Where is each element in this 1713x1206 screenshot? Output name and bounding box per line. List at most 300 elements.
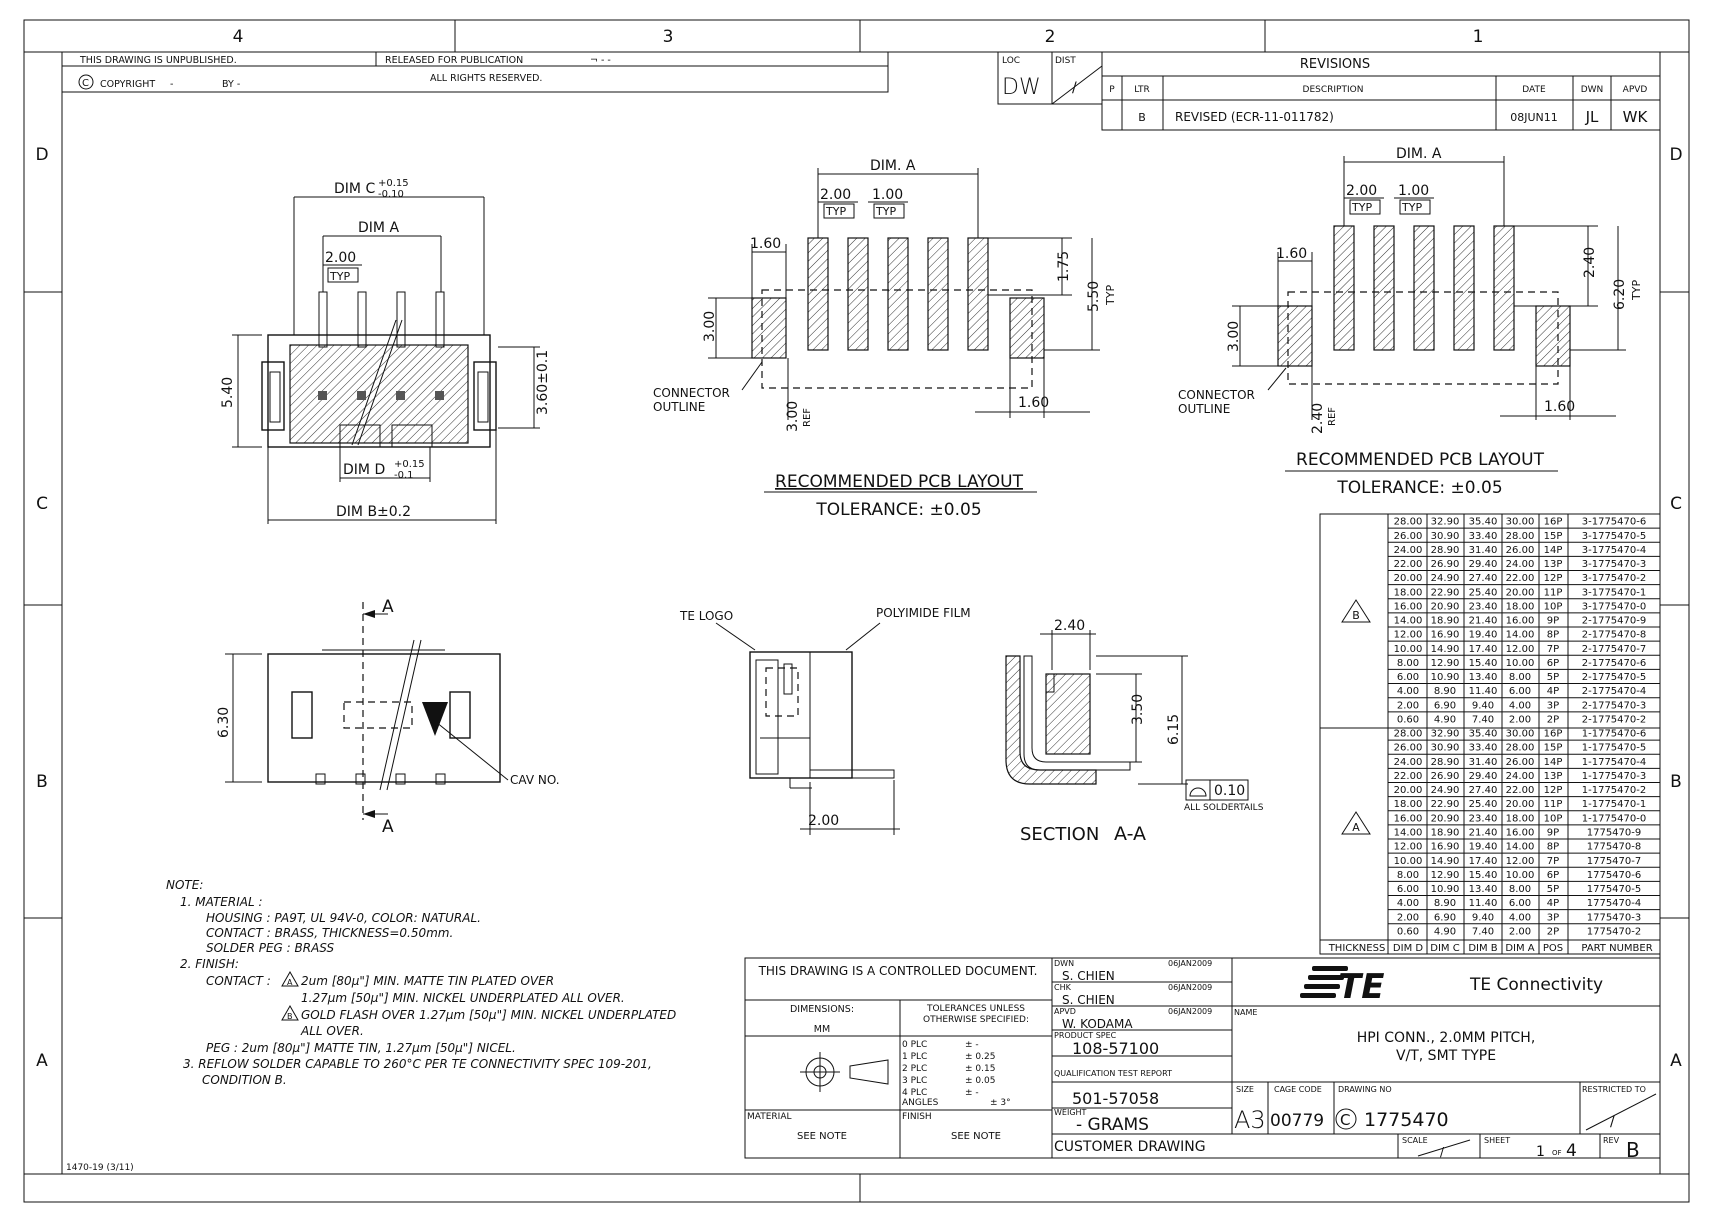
table-row — [1394, 729, 1647, 740]
rev-row-description: REVISED (ECR-11-011782) — [1175, 110, 1334, 124]
rights-text: ALL RIGHTS RESERVED. — [430, 73, 543, 84]
table-cell: 3-1775470-3 — [1581, 559, 1647, 571]
weight-label: WEIGHT — [1054, 1108, 1087, 1117]
rev-row-apvd: WK — [1622, 108, 1648, 126]
note-line-11: PEG : 2um [80µ"] MATTE TIN, 1.27µm [50µ"] NICEL. — [206, 1041, 516, 1055]
table-cell: 35.40 — [1468, 728, 1498, 740]
dim-right-label: 3.60±0.1 — [535, 349, 551, 415]
table-cell: 22.00 — [1393, 559, 1423, 571]
table-cell: 31.40 — [1468, 756, 1498, 768]
zone-row-c-left: C — [36, 494, 48, 514]
note-line-13: CONDITION B. — [202, 1073, 287, 1087]
dim-d-label: DIM D — [343, 462, 386, 478]
table-cell: 14.00 — [1505, 841, 1535, 853]
table-cell: 2.00 — [1508, 926, 1532, 938]
name-line-1: HPI CONN., 2.0MM PITCH, — [1356, 1030, 1536, 1046]
table-row — [1394, 827, 1642, 838]
table-row — [1394, 785, 1647, 796]
table-cell: 3P — [1546, 700, 1560, 712]
rev-col-p: P — [1109, 85, 1115, 95]
note-line-3: CONTACT : BRASS, THICKNESS=0.50mm. — [206, 926, 454, 940]
table-cell: 7P — [1546, 643, 1560, 655]
table-cell: 19.40 — [1468, 841, 1498, 853]
zone-row-a-right: A — [1670, 1051, 1682, 1071]
dist-value: / — [1072, 80, 1077, 96]
table-cell: 3-1775470-6 — [1581, 516, 1647, 528]
pcb1-ref-dim: 3.00 — [785, 400, 801, 432]
section-mark-bottom: A — [382, 817, 394, 837]
table-cell: 12.90 — [1430, 657, 1460, 669]
pcb1-pad-width: 1.00 — [872, 187, 904, 203]
section-outer-h: 6.15 — [1166, 713, 1182, 745]
table-cell: 3-1775470-0 — [1581, 601, 1647, 613]
table-cell: 24.90 — [1430, 785, 1460, 797]
section-title-mark: A-A — [1114, 823, 1147, 845]
table-cell: 2-1775470-9 — [1581, 615, 1647, 627]
cav-no-triangle-icon — [422, 702, 448, 736]
table-cell: 8.00 — [1508, 672, 1532, 684]
copyright-dash: - — [170, 79, 174, 90]
pcb1-total-len-typ: TYP — [1104, 284, 1117, 305]
profile-of-surface-icon — [1190, 788, 1206, 796]
chk-date: 06JAN2009 — [1168, 983, 1213, 992]
table-cell: 1-1775470-6 — [1581, 728, 1647, 740]
table-cell: 1-1775470-4 — [1581, 756, 1647, 768]
part-table-body — [1388, 514, 1660, 954]
table-cell: 2-1775470-8 — [1581, 629, 1647, 641]
copyright-text: COPYRIGHT — [100, 79, 156, 90]
svg-text:B: B — [287, 1012, 293, 1021]
table-cell: 24.00 — [1393, 544, 1423, 556]
table-cell: 1775470-9 — [1586, 827, 1642, 839]
pcb1-right-gap: 1.60 — [1018, 395, 1050, 411]
sheet-of: OF — [1552, 1149, 1562, 1157]
name-line-2: V/T, SMT TYPE — [1395, 1048, 1497, 1064]
table-cell: 25.40 — [1468, 587, 1498, 599]
table-cell: 22.00 — [1505, 573, 1535, 585]
table-cell: 11.40 — [1468, 686, 1498, 698]
pcb1-pitch-typ: TYP — [826, 205, 847, 218]
table-cell: 29.40 — [1468, 559, 1498, 571]
note-line-5: 2. FINISH: — [180, 957, 239, 971]
table-cell: 4.90 — [1433, 714, 1457, 726]
table-cell: 6.90 — [1433, 700, 1457, 712]
table-row — [1394, 573, 1647, 584]
table-cell: 2-1775470-3 — [1581, 700, 1647, 712]
pcb-layout-1 — [653, 158, 1117, 520]
pcb2-outline-1: CONNECTOR — [1178, 388, 1255, 402]
controlled-text: THIS DRAWING IS A CONTROLLED DOCUMENT. — [758, 964, 1038, 978]
cav-no-label: CAV NO. — [510, 773, 560, 787]
pcb1-pitch: 2.00 — [820, 187, 852, 203]
table-cell: 5P — [1546, 884, 1560, 896]
table-cell: 4.00 — [1396, 898, 1420, 910]
section-inner-h: 3.50 — [1130, 693, 1146, 725]
table-cell: 1-1775470-0 — [1581, 813, 1647, 825]
table-cell: 0.60 — [1396, 926, 1420, 938]
table-row — [1394, 856, 1642, 867]
table-cell: 18.90 — [1430, 615, 1460, 627]
tol-1-plc: 1 PLC — [902, 1052, 928, 1062]
spec-value: 108-57100 — [1072, 1039, 1160, 1058]
zone-row-b-right: B — [1670, 772, 1682, 792]
rev-col-ltr: LTR — [1134, 85, 1150, 95]
dimensions-label: DIMENSIONS: — [789, 1004, 855, 1015]
table-cell: 30.90 — [1430, 742, 1460, 754]
table-row — [1394, 559, 1647, 570]
table-cell: 2-1775470-4 — [1581, 686, 1647, 698]
table-cell: 2-1775470-5 — [1581, 672, 1647, 684]
rev-label: REV — [1603, 1136, 1620, 1145]
table-row — [1397, 884, 1641, 895]
table-cell: 3-1775470-5 — [1581, 530, 1647, 542]
table-cell: 2-1775470-6 — [1581, 657, 1647, 669]
copyright-c: C — [82, 78, 89, 89]
col-pos: POS — [1542, 943, 1564, 954]
tol-angles-val: ± 3° — [990, 1098, 1011, 1108]
table-row — [1394, 616, 1647, 627]
table-cell: 10.00 — [1505, 869, 1535, 881]
table-cell: 12.00 — [1393, 841, 1423, 853]
table-cell: 16P — [1543, 728, 1563, 740]
table-cell: 7.40 — [1471, 926, 1495, 938]
table-cell: 26.00 — [1505, 756, 1535, 768]
unpublished-text: THIS DRAWING IS UNPUBLISHED. — [80, 55, 237, 66]
pcb2-ref-dim: 2.40 — [1310, 402, 1326, 434]
loc-label: LOC — [1002, 56, 1021, 66]
table-row — [1394, 601, 1647, 612]
pcb2-tolerance: TOLERANCE: ±0.05 — [1337, 478, 1503, 498]
section-coplanarity: 0.10 — [1214, 783, 1246, 799]
pcb2-peg-h: 3.00 — [1226, 320, 1242, 352]
table-cell: 4.00 — [1396, 686, 1420, 698]
table-cell: 6.00 — [1396, 884, 1420, 896]
section-arrow-bottom-icon — [363, 810, 375, 818]
table-row — [1397, 926, 1641, 937]
te-logo-icon — [1300, 966, 1384, 1007]
tol-0-plc: 0 PLC — [902, 1040, 928, 1050]
table-cell: 1775470-5 — [1586, 884, 1642, 896]
table-cell: 6.00 — [1508, 898, 1532, 910]
table-cell: 1775470-8 — [1586, 841, 1642, 853]
tolerances-line-2: OTHERWISE SPECIFIED: — [923, 1015, 1029, 1025]
table-cell: 30.00 — [1505, 516, 1535, 528]
table-cell: 9.40 — [1471, 700, 1495, 712]
table-cell: 11.40 — [1468, 898, 1498, 910]
table-cell: 19.40 — [1468, 629, 1498, 641]
rev-col-description: DESCRIPTION — [1302, 85, 1364, 95]
pcb1-title: RECOMMENDED PCB LAYOUT — [775, 472, 1023, 492]
table-cell: 10.00 — [1505, 657, 1535, 669]
released-text: RELEASED FOR PUBLICATION — [385, 55, 524, 66]
apvd-label: APVD — [1054, 1007, 1076, 1016]
tol-3-plc: 3 PLC — [902, 1076, 928, 1086]
qual-label: QUALIFICATION TEST REPORT — [1054, 1069, 1172, 1078]
table-cell: 10.00 — [1393, 643, 1423, 655]
table-cell: 18.00 — [1505, 601, 1535, 613]
table-cell: 8P — [1546, 629, 1560, 641]
pcb2-right-gap: 1.60 — [1544, 399, 1576, 415]
pcb2-pitch: 2.00 — [1346, 183, 1378, 199]
table-cell: 3P — [1546, 912, 1560, 924]
table-cell: 14.90 — [1430, 643, 1460, 655]
name-label: NAME — [1234, 1008, 1258, 1017]
col-dim-d: DIM D — [1392, 943, 1424, 954]
table-row — [1394, 630, 1647, 641]
zone-col-3: 3 — [662, 27, 674, 47]
table-cell: 13P — [1543, 770, 1563, 782]
table-row — [1394, 517, 1647, 528]
rev-col-dwn: DWN — [1580, 85, 1604, 95]
restricted-value: / — [1610, 1114, 1615, 1130]
table-cell: 13.40 — [1468, 672, 1498, 684]
table-cell: 1775470-7 — [1586, 855, 1642, 867]
rev-value: B — [1626, 1138, 1640, 1162]
table-cell: 26.90 — [1430, 770, 1460, 782]
note-line-9: GOLD FLASH OVER 1.27µm [50µ"] MIN. NICKEL UNDERPLATED — [301, 1008, 677, 1022]
table-cell: 1-1775470-2 — [1581, 785, 1647, 797]
customer-drawing: CUSTOMER DRAWING — [1054, 1139, 1206, 1155]
table-cell: 33.40 — [1468, 742, 1498, 754]
table-cell: 12.00 — [1505, 855, 1535, 867]
pcb1-peg-h: 3.00 — [702, 310, 718, 342]
pcb1-dim-a: DIM. A — [870, 158, 916, 174]
end-view — [679, 606, 971, 835]
table-cell: 14P — [1543, 544, 1563, 556]
table-cell: 15.40 — [1468, 657, 1498, 669]
table-cell: 10P — [1543, 601, 1563, 613]
table-cell: 29.40 — [1468, 770, 1498, 782]
table-cell: 18.00 — [1393, 799, 1423, 811]
restricted-label: RESTRICTED TO — [1582, 1085, 1646, 1094]
table-cell: 14P — [1543, 756, 1563, 768]
table-cell: 1775470-6 — [1586, 869, 1642, 881]
table-row — [1394, 644, 1647, 655]
front-height: 6.30 — [216, 706, 232, 738]
table-cell: 8.00 — [1508, 884, 1532, 896]
apvd-date: 06JAN2009 — [1168, 1007, 1213, 1016]
released-mark: ¬ - - — [590, 55, 611, 66]
table-cell: 30.90 — [1430, 530, 1460, 542]
table-cell: 1775470-2 — [1586, 926, 1642, 938]
height-label: 5.40 — [220, 376, 236, 408]
table-cell: 24.90 — [1430, 573, 1460, 585]
notes-title: NOTE: — [166, 878, 204, 892]
zone-col-4: 4 — [232, 27, 244, 47]
table-cell: 16.00 — [1393, 601, 1423, 613]
table-cell: 6.90 — [1433, 912, 1457, 924]
table-cell: 26.00 — [1393, 742, 1423, 754]
dwn-label: DWN — [1054, 959, 1075, 968]
finish-label: FINISH — [902, 1112, 932, 1122]
sheet-label: SHEET — [1484, 1136, 1511, 1145]
zone-row-d-right: D — [1669, 145, 1683, 165]
cage-label: CAGE CODE — [1274, 1085, 1322, 1094]
table-cell: 28.00 — [1393, 728, 1423, 740]
pcb1-ref: REF — [802, 407, 813, 427]
units-label: MM — [813, 1024, 831, 1035]
table-row — [1394, 813, 1647, 824]
zone-row-b-left: B — [36, 772, 48, 792]
rev-row-ltr: B — [1138, 111, 1146, 124]
note-line-4: SOLDER PEG : BRASS — [206, 941, 335, 955]
col-dim-b: DIM B — [1468, 943, 1498, 954]
film-label: POLYIMIDE FILM — [876, 606, 971, 620]
table-row — [1394, 545, 1647, 556]
col-part-number: PART NUMBER — [1581, 943, 1653, 954]
title-block — [745, 958, 1660, 1162]
section-title: SECTION — [1020, 824, 1100, 845]
note-line-12: 3. REFLOW SOLDER CAPABLE TO 260°C PER TE CONNECTIVITY SPEC 109-201, — [183, 1057, 652, 1071]
pcb1-total-len: 5.50 — [1086, 280, 1102, 312]
table-cell: 35.40 — [1468, 516, 1498, 528]
zone-col-1: 1 — [1472, 27, 1484, 47]
zone-row-a-left: A — [36, 1051, 48, 1071]
material-value: SEE NOTE — [797, 1131, 847, 1142]
drawing-number: 1775470 — [1364, 1109, 1449, 1131]
table-cell: 1-1775470-1 — [1581, 799, 1647, 811]
table-cell: 18.90 — [1430, 827, 1460, 839]
pcb2-pad-width: 1.00 — [1398, 183, 1430, 199]
table-cell: 7P — [1546, 855, 1560, 867]
table-cell: 16.00 — [1393, 813, 1423, 825]
table-cell: 10.90 — [1430, 672, 1460, 684]
finish-value: SEE NOTE — [951, 1131, 1001, 1142]
table-cell: 17.40 — [1468, 855, 1498, 867]
zone-row-c-right: C — [1670, 494, 1682, 514]
tail-label: 2.00 — [808, 813, 840, 829]
chk-label: CHK — [1054, 983, 1071, 992]
table-cell: 10P — [1543, 813, 1563, 825]
table-cell: 20.90 — [1430, 813, 1460, 825]
table-cell: 12P — [1543, 785, 1563, 797]
table-cell: 21.40 — [1468, 615, 1498, 627]
table-cell: 32.90 — [1430, 516, 1460, 528]
revisions-title: REVISIONS — [1299, 57, 1371, 72]
dwn-date: 06JAN2009 — [1168, 959, 1213, 968]
table-cell: 10.90 — [1430, 884, 1460, 896]
table-cell: 2P — [1546, 926, 1560, 938]
pcb2-pitch-typ: TYP — [1352, 201, 1373, 214]
table-cell: 24.00 — [1505, 559, 1535, 571]
table-cell: 22.90 — [1430, 587, 1460, 599]
qual-value: 501-57058 — [1072, 1089, 1160, 1108]
table-cell: 28.00 — [1505, 742, 1535, 754]
table-row — [1394, 771, 1647, 782]
table-cell: 6P — [1546, 869, 1560, 881]
table-cell: 16.90 — [1430, 841, 1460, 853]
table-cell: 12.90 — [1430, 869, 1460, 881]
table-row — [1394, 842, 1642, 853]
rev-col-date: DATE — [1522, 85, 1546, 95]
table-cell: 25.40 — [1468, 799, 1498, 811]
sheet-value: 1 — [1536, 1144, 1545, 1160]
table-cell: 1-1775470-3 — [1581, 770, 1647, 782]
table-cell: 16.00 — [1505, 827, 1535, 839]
side-view — [220, 178, 551, 524]
table-cell: 20.00 — [1505, 799, 1535, 811]
table-row — [1394, 757, 1647, 768]
table-cell: 8P — [1546, 841, 1560, 853]
dim-c-label: DIM C — [334, 181, 376, 197]
table-cell: 4P — [1546, 686, 1560, 698]
table-cell: 13.40 — [1468, 884, 1498, 896]
table-cell: 9P — [1546, 827, 1560, 839]
company-name: TE Connectivity — [1470, 975, 1604, 995]
table-cell: 8.90 — [1433, 898, 1457, 910]
table-cell: 31.40 — [1468, 544, 1498, 556]
table-cell: 11P — [1543, 587, 1563, 599]
table-cell: 2.00 — [1396, 912, 1420, 924]
table-cell: 2-1775470-7 — [1581, 643, 1647, 655]
pcb1-outline-1: CONNECTOR — [653, 386, 730, 400]
front-view — [216, 597, 560, 837]
dim-d-tol-minus: -0.1 — [394, 470, 414, 481]
table-cell: 33.40 — [1468, 530, 1498, 542]
table-cell: 12.00 — [1505, 643, 1535, 655]
table-cell: 8.00 — [1396, 869, 1420, 881]
table-row — [1397, 658, 1646, 669]
table-cell: 17.40 — [1468, 643, 1498, 655]
scale-value: / — [1440, 1145, 1445, 1159]
table-row — [1394, 531, 1647, 542]
rev-row-date: 08JUN11 — [1510, 111, 1558, 124]
table-cell: 15P — [1543, 742, 1563, 754]
weight-value: - GRAMS — [1076, 1115, 1149, 1135]
table-cell: 3-1775470-4 — [1581, 544, 1647, 556]
table-cell: 20.00 — [1393, 573, 1423, 585]
tol-3-val: ± 0.05 — [965, 1076, 996, 1086]
col-dim-a: DIM A — [1505, 943, 1535, 954]
table-cell: 12.00 — [1393, 629, 1423, 641]
table-cell: 11P — [1543, 799, 1563, 811]
table-cell: 6.00 — [1396, 672, 1420, 684]
pitch-typ: TYP — [330, 270, 351, 283]
group-b-mark: B — [1352, 609, 1360, 622]
table-cell: 16P — [1543, 516, 1563, 528]
table-row — [1394, 799, 1647, 810]
table-cell: 10.00 — [1393, 855, 1423, 867]
table-cell: 20.00 — [1393, 785, 1423, 797]
table-cell: 13P — [1543, 559, 1563, 571]
table-cell: 28.90 — [1430, 544, 1460, 556]
table-cell: 18.00 — [1393, 587, 1423, 599]
table-cell: 28.90 — [1430, 756, 1460, 768]
table-row — [1397, 912, 1641, 923]
table-cell: 22.00 — [1393, 770, 1423, 782]
tol-angles-label: ANGLES — [902, 1098, 939, 1108]
cage-value: 00779 — [1270, 1111, 1325, 1131]
pcb1-left-gap: 1.60 — [750, 236, 782, 252]
section-a-a — [1006, 618, 1264, 845]
table-cell: 32.90 — [1430, 728, 1460, 740]
table-cell: 15P — [1543, 530, 1563, 542]
pcb2-title: RECOMMENDED PCB LAYOUT — [1296, 450, 1544, 470]
revisions-block — [1102, 52, 1660, 130]
rev-col-apvd: APVD — [1622, 85, 1648, 95]
table-cell: 24.00 — [1505, 770, 1535, 782]
section-arrow-top-icon — [363, 610, 375, 618]
zone-col-2: 2 — [1044, 27, 1056, 47]
sheet-total: 4 — [1566, 1141, 1577, 1161]
table-cell: 9P — [1546, 615, 1560, 627]
table-cell: 6P — [1546, 657, 1560, 669]
table-cell: 26.00 — [1393, 530, 1423, 542]
table-cell: 27.40 — [1468, 785, 1498, 797]
pcb1-tolerance: TOLERANCE: ±0.05 — [816, 500, 982, 520]
table-row — [1397, 870, 1641, 881]
pitch-label: 2.00 — [325, 250, 357, 266]
